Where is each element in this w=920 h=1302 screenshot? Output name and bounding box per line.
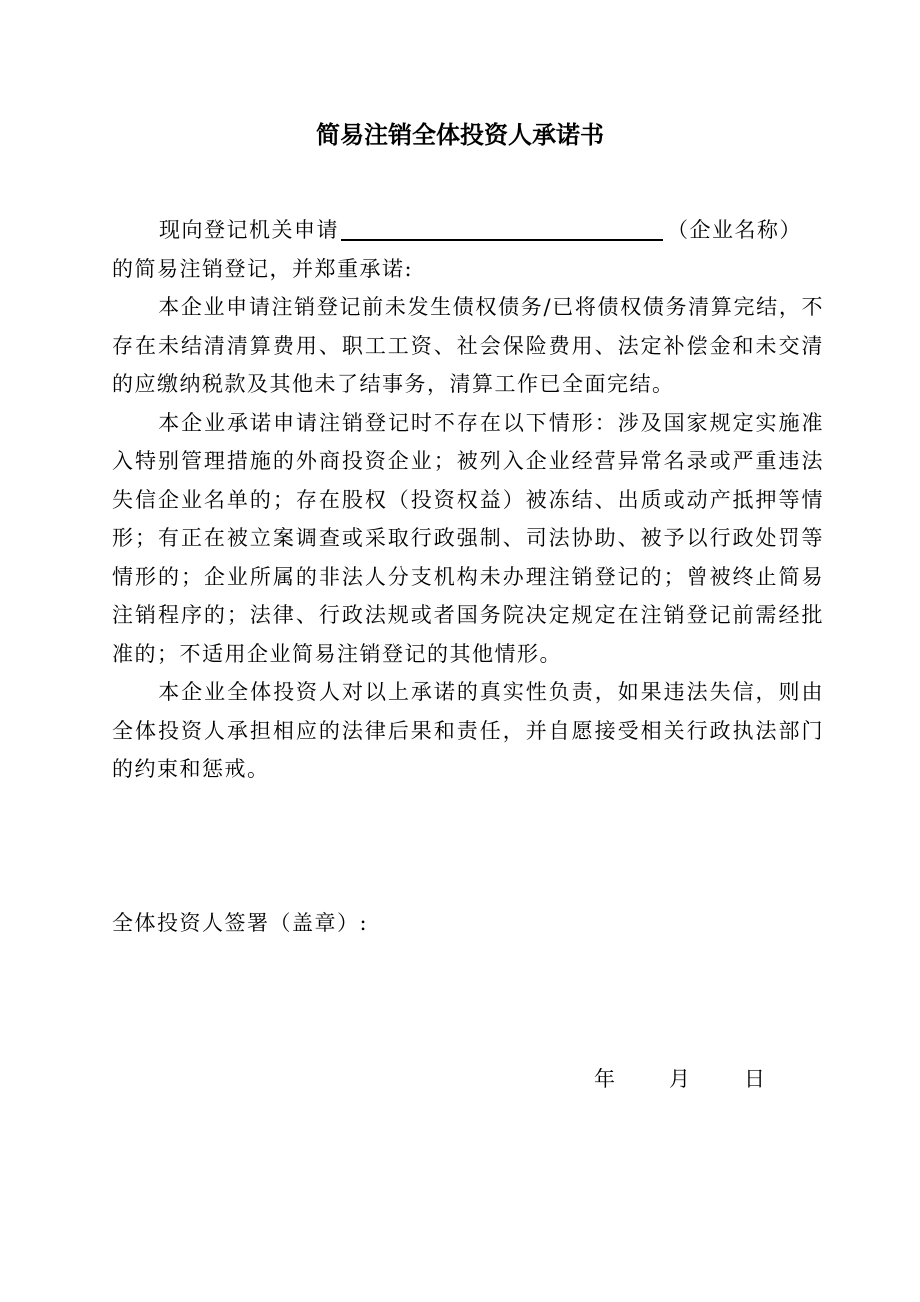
applicant-line [112, 211, 824, 250]
paragraph-settlement: 本企业申请注销登记前未发生债权债务/已将债权债务清算完结，不存在未结清清算费用、职工工资、社会保险费用、法定补偿金和未交清的应缴纳税款及其他未了结事务，清算工作已全面完结。 [112, 295, 824, 396]
signature-label: 全体投资人签署（盖章）: [112, 911, 369, 935]
paragraph-exclusions: 本企业承诺申请注销登记时不存在以下情形：涉及国家规定实施准入特别管理措施的外商投资企业；被列入企业经营异常名录或严重违法失信企业名单的；存在股权（投资权益）被冻结、出质或动产抵押等情形；有正在被立案调查或采取行政强制、司法协助、被予以行政处罚等情形的；企业所属的非法人分支机构未办理注销登记的；曾被终止简易注销程序的；法律、行政法规或者国务院决定规定在注销登记前需经批准的；不适用企业简易注销登记的其他情形。 [112, 410, 824, 666]
intro-suffix: （企业名称） [667, 218, 802, 242]
document-body [112, 211, 824, 789]
intro-prefix: 现向登记机关申请 [159, 218, 339, 242]
date-line [594, 1060, 765, 1098]
paragraph-responsibility: 本企业全体投资人对以上承诺的真实性负责，如果违法失信，则由全体投资人承担相应的法律后果和责任，并自愿接受相关行政执法部门的约束和惩戒。 [112, 680, 824, 781]
intro-line-2: 的简易注销登记，并郑重承诺: [112, 256, 414, 281]
date-year: 年 [594, 1067, 615, 1091]
date-day: 日 [744, 1067, 765, 1091]
date-month: 月 [669, 1067, 690, 1091]
company-name-blank[interactable] [341, 213, 663, 241]
document-title: 简易注销全体投资人承诺书 [316, 121, 604, 149]
